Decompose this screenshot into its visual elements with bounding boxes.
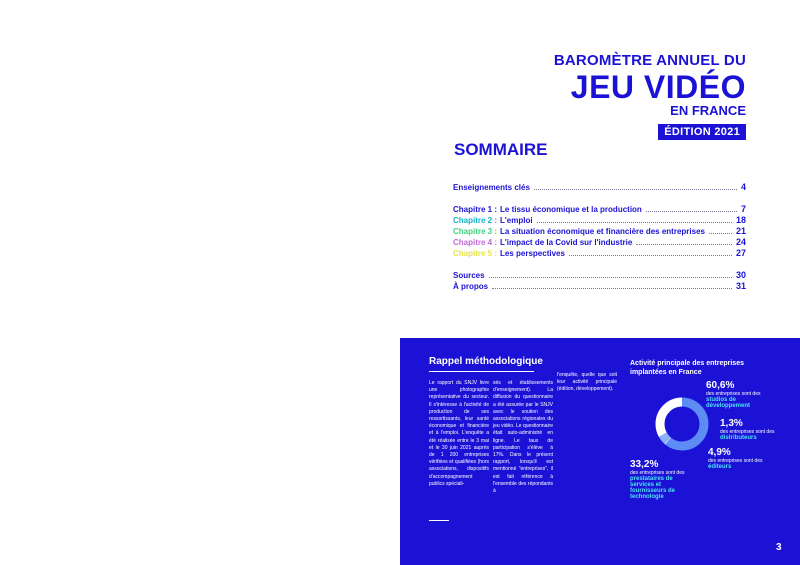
rappel-heading: Rappel méthodologique [429, 356, 543, 367]
card-margin [776, 0, 800, 338]
toc-page: 27 [735, 248, 746, 258]
toc-page: 7 [740, 204, 746, 214]
toc-chapter-prefix: Chapitre 5 : [453, 249, 498, 258]
toc-page: 24 [735, 237, 746, 247]
stat-highlight: studios de développement [706, 397, 751, 409]
toc-leader [537, 222, 732, 223]
stat-text: des entreprises sont des [708, 458, 763, 464]
toc-leader [646, 211, 737, 212]
toc-page: 21 [735, 226, 746, 236]
toc-label: Sources [453, 271, 485, 280]
toc-leader [636, 244, 732, 245]
toc-chapter-prefix: Chapitre 1 : [453, 205, 498, 214]
toc-label: Les perspectives [500, 249, 565, 258]
stat-highlight: distributeurs [720, 435, 757, 441]
toc-leader [489, 277, 732, 278]
toc-chapter-prefix: Chapitre 2 : [453, 216, 498, 225]
activity-donut-chart [654, 396, 710, 452]
stat-studios [706, 380, 766, 409]
bottom-divider [429, 520, 449, 521]
toc-leader [534, 189, 737, 190]
sommaire-heading: SOMMAIRE [454, 140, 548, 159]
rappel-column-3: l'enquête, quelle que soit leur activité principale (édition, développement). [557, 372, 617, 393]
toc-label: À propos [453, 282, 489, 291]
toc-label: L'impact de la Covid sur l'industrie [500, 238, 633, 247]
stat-percent: 1,3% [720, 418, 743, 429]
rappel-column-2: sés et établissements d'enseignement). La diffusion du questionnaire a été assurée par le SNJV avec le soutien des associations régionales du jeu vidéo. Le questionnaire était auto-administré en ligne. Le taux de participation s'élève à 17%. Dans le présent rapport, lorsqu'il est mentionné "entreprises", il est fait référence à l'ensemble des répondants à [493, 380, 553, 495]
report-title [554, 52, 746, 140]
toc-leader [492, 288, 732, 289]
stat-highlight: éditeurs [708, 464, 732, 470]
title-line-2: JEU VIDÉO [570, 69, 746, 105]
toc-leader [569, 255, 732, 256]
toc-item-a-propos[interactable] [453, 279, 746, 291]
stat-text: des entreprises sont des [630, 470, 685, 476]
toc-page: 18 [735, 215, 746, 225]
stat-text: des entreprises sont des [720, 429, 775, 435]
stat-highlight: prestataires de services et fournisseurs de technologie [630, 476, 676, 500]
chart-title: Activité principale des entreprises implantées en France [630, 360, 744, 376]
rappel-column-1: Le rapport du SNJV livre une photographie représentative du secteur. Il s'intéresse à l'activité de production de ses ressortissants, leur santé économique et financière et à l'emploi. L'enquête a été réalisée entre le 3 mai et le 30 juin 2021 auprès de 1 200 entreprises vérifiées et qualifiées (hors associations, dispositifs d'accompagnement publics spéciali- [429, 380, 489, 487]
stat-prestataires [630, 459, 690, 500]
toc-label: Enseignements clés [453, 183, 530, 192]
toc-item-chapitre-5[interactable] [453, 246, 746, 258]
title-line-3: EN FRANCE [670, 103, 746, 118]
toc-page: 30 [735, 270, 746, 280]
page-number: 3 [776, 542, 782, 553]
toc-leader [709, 233, 732, 234]
stat-percent: 33,2% [630, 459, 659, 470]
edition-badge: ÉDITION 2021 [658, 124, 746, 140]
toc-page: 31 [735, 281, 746, 291]
toc-label: L'emploi [500, 216, 533, 225]
toc-item-enseignements[interactable] [453, 180, 746, 192]
stat-distributeurs [720, 418, 780, 441]
toc-label: Le tissu économique et la production [500, 205, 642, 214]
toc-label: La situation économique et financière des entreprises [500, 227, 705, 236]
stat-percent: 4,9% [708, 447, 731, 458]
toc-chapter-prefix: Chapitre 3 : [453, 227, 498, 236]
title-line-1: BAROMÈTRE ANNUEL DU [553, 52, 746, 69]
stat-editeurs [708, 447, 768, 470]
toc-chapter-prefix: Chapitre 4 : [453, 238, 498, 247]
toc-page: 4 [740, 182, 746, 192]
rappel-divider [429, 371, 534, 372]
stat-text: des entreprises sont des [706, 391, 761, 397]
stat-percent: 60,6% [706, 380, 735, 391]
